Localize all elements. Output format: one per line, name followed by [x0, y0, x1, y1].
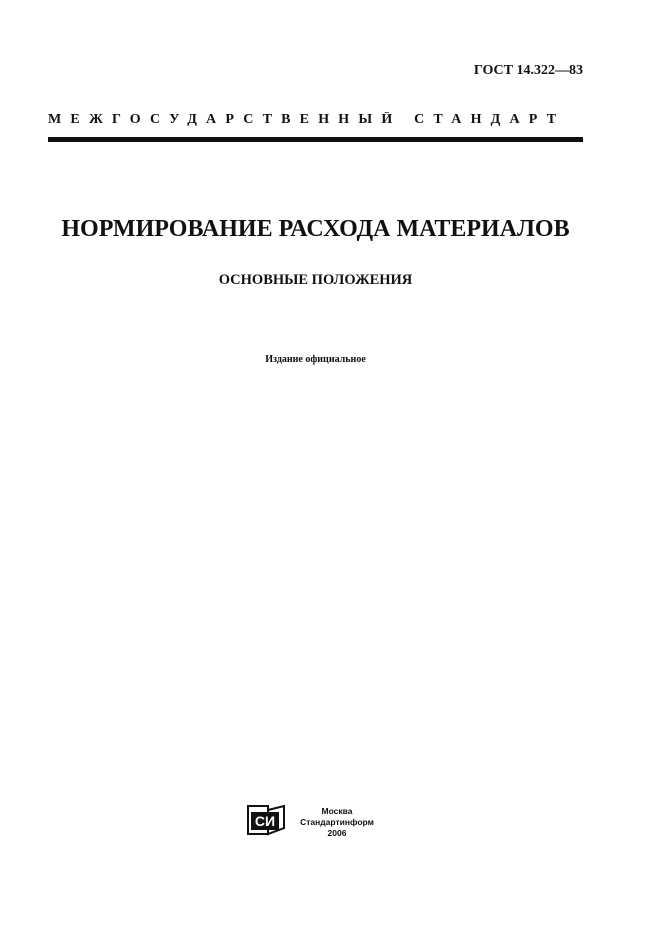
publisher-name: Стандартинформ — [300, 817, 374, 827]
document-subtitle: ОСНОВНЫЕ ПОЛОЖЕНИЯ — [218, 272, 413, 288]
header-rule — [48, 137, 583, 142]
standard-type-heading: МЕЖГОСУДАРСТВЕННЫЙ СТАНДАРТ — [48, 112, 566, 127]
publisher-logo-icon — [246, 804, 286, 836]
document-title: НОРМИРОВАНИЕ РАСХОДА МАТЕРИАЛОВ — [61, 216, 570, 242]
publisher-city: Москва — [321, 806, 353, 816]
publisher-logo-text: СИ — [254, 813, 276, 829]
publisher-info — [292, 806, 382, 839]
publisher-year: 2006 — [327, 828, 347, 838]
edition-label: Издание официальное — [265, 354, 366, 365]
publisher-block — [246, 804, 406, 846]
document-number: ГОСТ 14.322—83 — [473, 63, 583, 78]
